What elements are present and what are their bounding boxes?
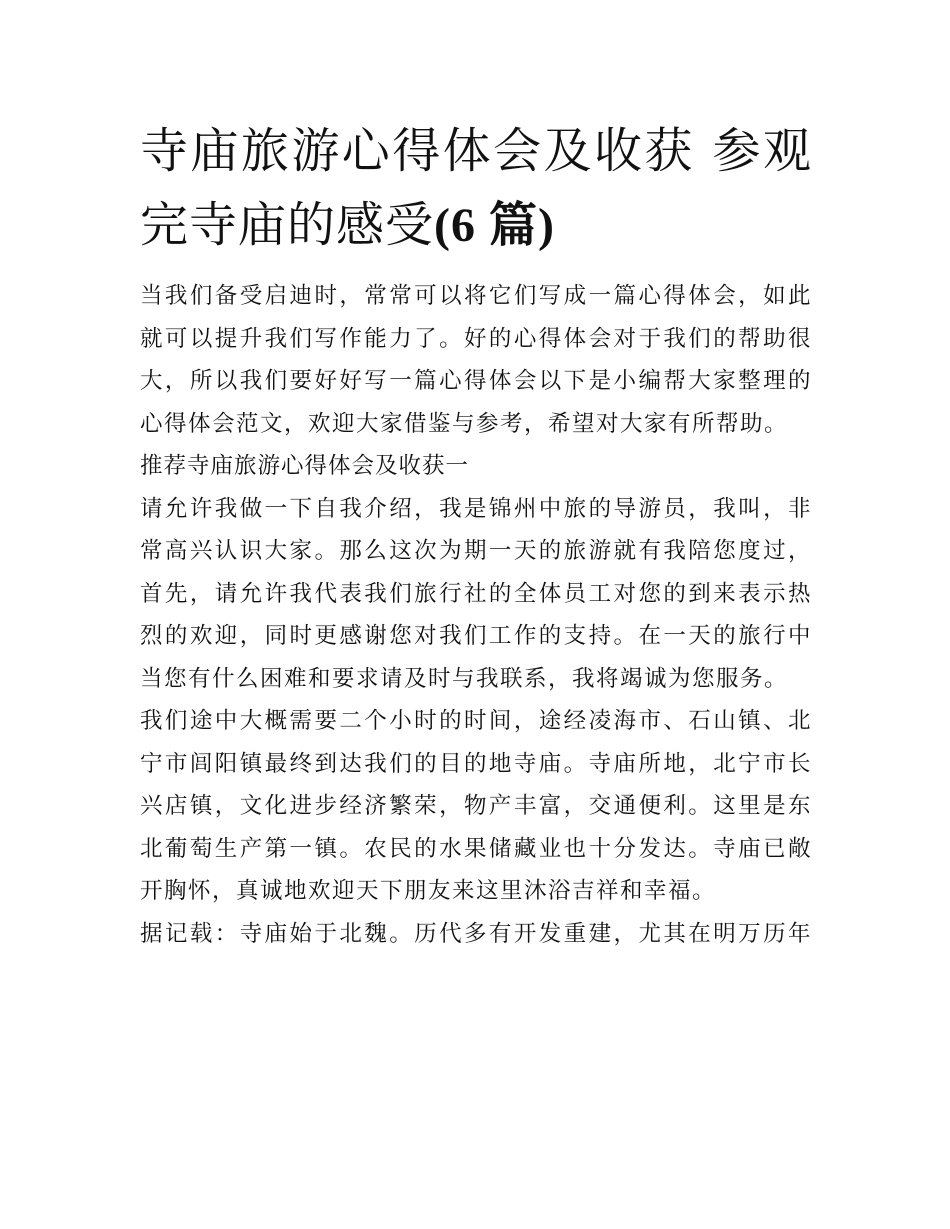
intro-line: 大，所以我们要好好写一篇心得体会以下是小编帮大家整理的 bbox=[140, 368, 812, 394]
document-page bbox=[140, 114, 812, 955]
document-body bbox=[140, 275, 812, 955]
intro-line: 就可以提升我们写作能力了。好的心得体会对于我们的帮助很 bbox=[140, 325, 812, 352]
paragraph-2 bbox=[140, 700, 812, 913]
paragraph-line: 当您有什么困难和要求请及时与我联系，我将竭诚为您服务。 bbox=[140, 665, 789, 692]
paragraph-line: 兴店镇，文化进步经济繁荣，物产丰富，交通便利。这里是东 bbox=[140, 793, 812, 819]
title-line-2-text: 完寺庙的感受 bbox=[140, 197, 435, 253]
paragraph-line: 宁市闾阳镇最终到达我们的目的地寺庙。寺庙所地，北宁市长 bbox=[140, 750, 812, 777]
paragraph-line: 常高兴认识大家。那么这次为期一天的旅游就有我陪您度过， bbox=[140, 538, 812, 564]
intro-paragraph bbox=[140, 275, 812, 445]
title-count: (6 篇) bbox=[434, 199, 555, 252]
intro-line: 心得体会范文，欢迎大家借鉴与参考，希望对大家有所帮助。 bbox=[140, 410, 789, 437]
intro-line: 当我们备受启迪时，常常可以将它们写成一篇心得体会，如此 bbox=[140, 283, 812, 309]
paragraph-3 bbox=[140, 913, 812, 956]
paragraph-line: 烈的欢迎，同时更感谢您对我们工作的支持。在一天的旅行中 bbox=[140, 623, 812, 649]
paragraph-line: 北葡萄生产第一镇。农民的水果储藏业也十分发达。寺庙已敞 bbox=[140, 835, 812, 862]
paragraph-line: 据记载：寺庙始于北魏。历代多有开发重建，尤其在明万历年 bbox=[140, 920, 812, 947]
paragraph-line: 开胸怀，真诚地欢迎天下朋友来这里沐浴吉祥和幸福。 bbox=[140, 878, 717, 904]
title-line-2 bbox=[140, 188, 812, 263]
title-line-1: 寺庙旅游心得体会及收获 参观 bbox=[140, 123, 812, 179]
paragraph-line: 请允许我做一下自我介绍，我是锦州中旅的导游员，我叫，非 bbox=[140, 495, 812, 522]
paragraph-line: 首先，请允许我代表我们旅行社的全体员工对您的到来表示热 bbox=[140, 580, 812, 607]
document-title bbox=[140, 114, 812, 263]
paragraph-line: 我们途中大概需要二个小时的时间，途经凌海市、石山镇、北 bbox=[140, 708, 812, 734]
section-heading: 推荐寺庙旅游心得体会及收获一 bbox=[140, 453, 470, 479]
paragraph-1 bbox=[140, 488, 812, 701]
